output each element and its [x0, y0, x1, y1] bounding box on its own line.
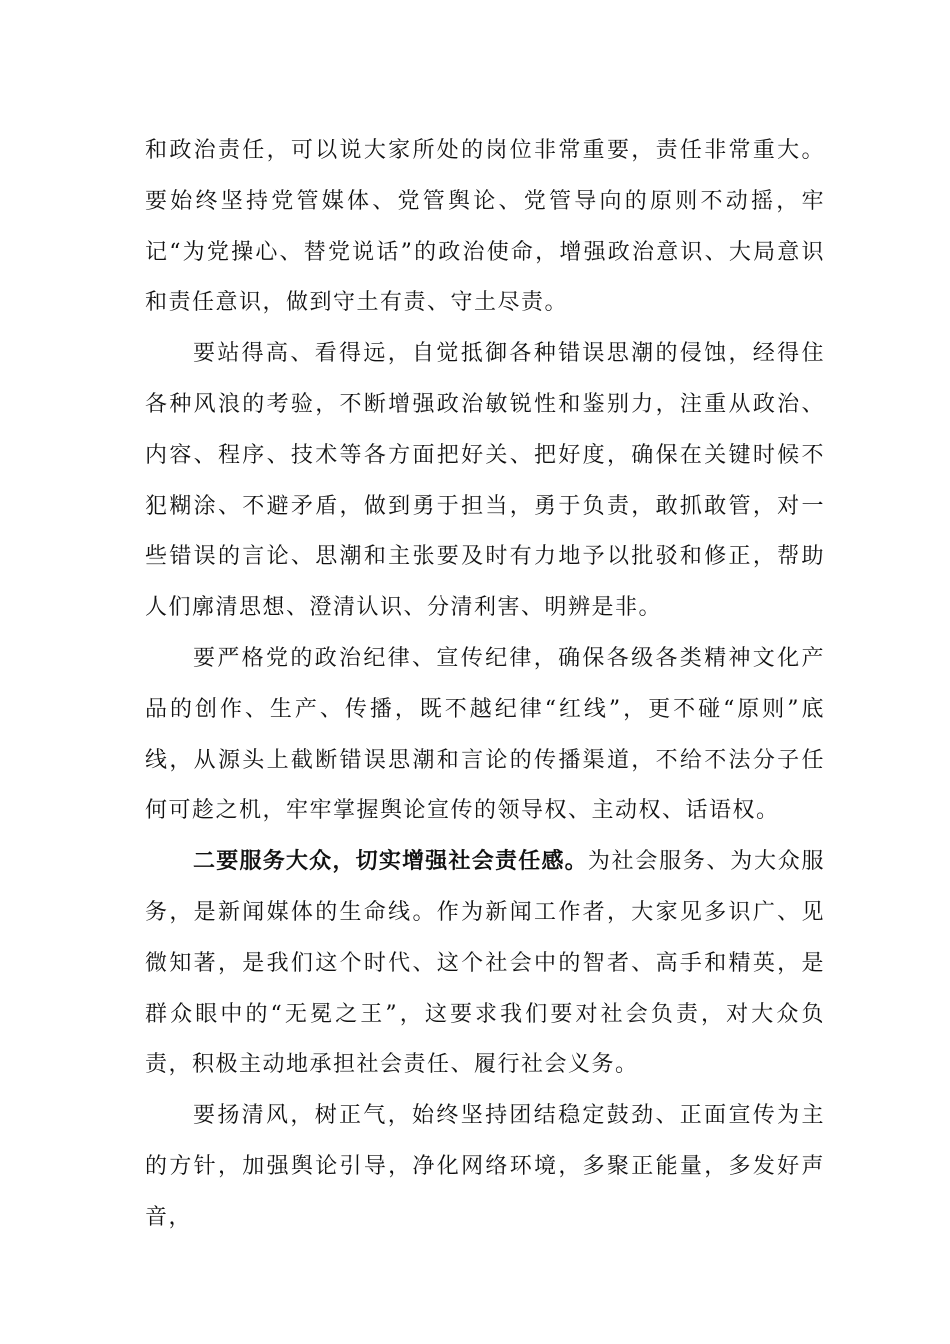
paragraph-positive-energy — [145, 1091, 825, 1243]
paragraph-text: 要站得高、看得远，自觉抵御各种错误思潮的侵蚀，经得住各种风浪的考验，不断增强政治敏锐性和鉴别力，注重从政治、内容、程序、技术等各方面把好关、把好度，确保在关键时候不犯糊涂、不避矛盾，做到勇于担当，勇于负责，敢抓敢管，对一些错误的言论、思潮和主张要及时有力地予以批驳和修正，帮助人们廓清思想、澄清认识、分清利害、明辨是非。 — [145, 341, 825, 621]
paragraph-text: 和政治责任，可以说大家所处的岗位非常重要，责任非常重大。要始终坚持党管媒体、党管舆论、党管导向的原则不动摇，牢记“为党操心、替党说话”的政治使命，增强政治意识、大局意识和责任意识，做到守土有责、守土尽责。 — [145, 138, 825, 316]
paragraph-text: 要扬清风，树正气，始终坚持团结稳定鼓劲、正面宣传为主的方针，加强舆论引导，净化网络环境，多聚正能量，多发好声音， — [145, 1103, 825, 1230]
paragraph-discipline — [145, 634, 825, 837]
paragraph-continuation — [145, 126, 825, 329]
paragraph-serve-public — [145, 837, 825, 1091]
section-heading: 二要服务大众，切实增强社会责任感。 — [193, 849, 588, 875]
paragraph-stand-high — [145, 329, 825, 634]
document-body — [145, 126, 825, 1244]
paragraph-text: 为社会服务、为大众服务，是新闻媒体的生命线。作为新闻工作者，大家见多识广、见微知著，是我们这个时代、这个社会中的智者、高手和精英，是群众眼中的“无冕之王”，这要求我们要对社会负责，对大众负责，积极主动地承担社会责任、履行社会义务。 — [145, 849, 825, 1078]
paragraph-text: 要严格党的政治纪律、宣传纪律，确保各级各类精神文化产品的创作、生产、传播，既不越纪律“红线”，更不碰“原则”底线，从源头上截断错误思潮和言论的传播渠道，不给不法分子任何可趁之机，牢牢掌握舆论宣传的领导权、主动权、话语权。 — [145, 645, 825, 824]
